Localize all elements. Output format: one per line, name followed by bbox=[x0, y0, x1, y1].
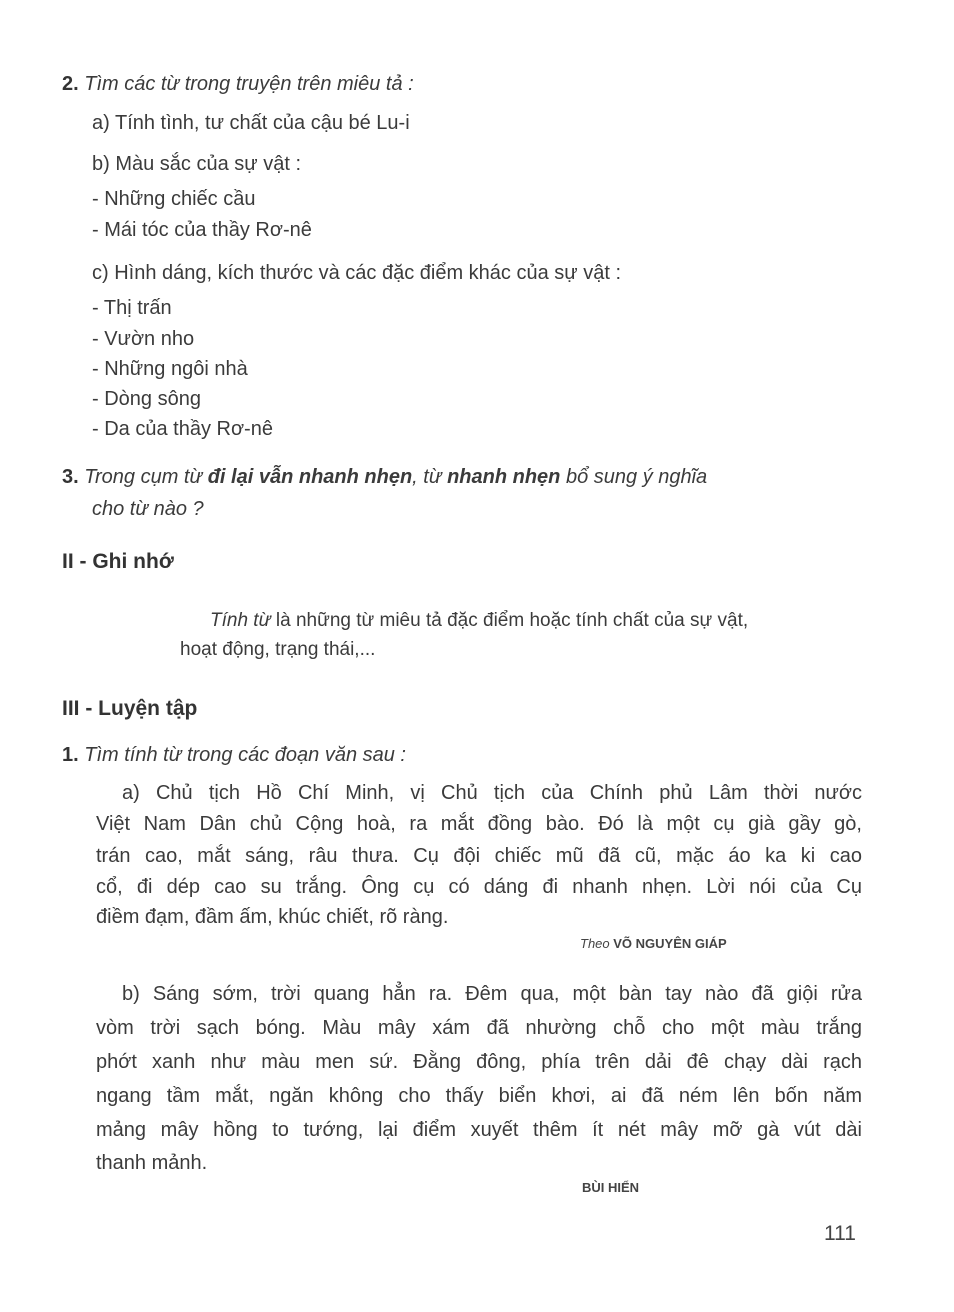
paragraph-a-line: cổ, đi dép cao su trắng. Ông cụ có dáng đi nhanh nhẹn. Lời nói của Cụ bbox=[96, 876, 862, 898]
paragraph-a-line: trán cao, mắt sáng, râu thưa. Cụ đội chiếc mũ đã cũ, mặc áo ka ki cao bbox=[96, 845, 862, 867]
question-prompt: Tìm các từ trong truyện trên miêu tả : bbox=[84, 73, 414, 95]
question-2-part-a: a) Tính tình, tư chất của cậu bé Lu-i bbox=[92, 112, 410, 134]
paragraph-b-line: vòm trời sạch bóng. Màu mây xám đã nhường chỗ cho một màu trắng bbox=[96, 1017, 862, 1039]
list-item: - Những chiếc cầu bbox=[92, 188, 256, 210]
section-heading-luyen-tap: III - Luyện tập bbox=[62, 697, 198, 720]
list-item: - Dòng sông bbox=[92, 388, 201, 410]
question-2-part-b: b) Màu sắc của sự vật : bbox=[92, 153, 302, 175]
attribution-prefix: Theo bbox=[580, 936, 614, 951]
rule-term: Tính từ bbox=[210, 610, 271, 631]
list-item: - Da của thầy Rơ-nê bbox=[92, 418, 273, 440]
question-text: bổ sung ý nghĩa bbox=[560, 466, 708, 488]
paragraph-b-line: ngang tầm mắt, ngăn không cho thấy biển khơi, ai đã ném lên bốn năm bbox=[96, 1085, 862, 1107]
paragraph-b-line: phớt xanh như màu men sứ. Đằng đông, phía trên dải đê chạy dài rạch bbox=[96, 1051, 862, 1073]
question-number: 2. bbox=[62, 73, 79, 95]
question-number: 3. bbox=[62, 466, 79, 488]
attribution-a bbox=[580, 930, 727, 958]
attribution-b: BÙI HIỂN bbox=[582, 1180, 640, 1195]
paragraph-a-line: điềm đạm, đầm ấm, khúc chiết, rõ ràng. bbox=[96, 906, 449, 928]
list-item: - Vườn nho bbox=[92, 328, 195, 350]
emphasis-word: nhanh nhẹn bbox=[447, 466, 561, 488]
section-heading-ghi-nho: II - Ghi nhớ bbox=[62, 550, 174, 573]
paragraph-b-line: b) Sáng sớm, trời quang hẳn ra. Đêm qua, một bàn tay nào đã giội rửa bbox=[122, 983, 862, 1005]
paragraph-b-line: mảng mây hồng to tướng, lại điểm xuyết thêm ít nét mây mỡ gà vút dài bbox=[96, 1119, 862, 1141]
emphasis-phrase: đi lại vẫn nhanh nhẹn bbox=[207, 466, 413, 488]
rule-text: là những từ miêu tả đặc điểm hoặc tính chất của sự vật, bbox=[270, 610, 749, 631]
attribution-author: VÕ NGUYÊN GIÁP bbox=[613, 936, 727, 951]
list-item: - Mái tóc của thầy Rơ-nê bbox=[92, 219, 312, 241]
list-item: - Thị trấn bbox=[92, 297, 172, 319]
exercise-prompt: Tìm tính từ trong các đoạn văn sau : bbox=[84, 744, 406, 766]
question-2 bbox=[62, 70, 414, 98]
rule-box-line-1 bbox=[210, 607, 748, 635]
page-number: 111 bbox=[824, 1222, 856, 1245]
question-text: Trong cụm từ bbox=[84, 466, 208, 488]
question-2-part-c: c) Hình dáng, kích thước và các đặc điểm khác của sự vật : bbox=[92, 262, 622, 284]
rule-box-line-2: hoạt động, trạng thái,... bbox=[180, 639, 376, 660]
paragraph-a-line: a) Chủ tịch Hồ Chí Minh, vị Chủ tịch của Chính phủ Lâm thời nước bbox=[122, 782, 862, 804]
paragraph-b-line: thanh mảnh. bbox=[96, 1152, 208, 1174]
question-3-line-2: cho từ nào ? bbox=[92, 498, 204, 520]
paragraph-a-line: Việt Nam Dân chủ Cộng hoà, ra mắt đồng bào. Đó là một cụ già gầy gò, bbox=[96, 813, 862, 835]
question-text: , từ bbox=[412, 466, 448, 488]
question-3 bbox=[62, 463, 707, 491]
exercise-number: 1. bbox=[62, 744, 79, 766]
exercise-1 bbox=[62, 741, 406, 769]
list-item: - Những ngôi nhà bbox=[92, 358, 248, 380]
